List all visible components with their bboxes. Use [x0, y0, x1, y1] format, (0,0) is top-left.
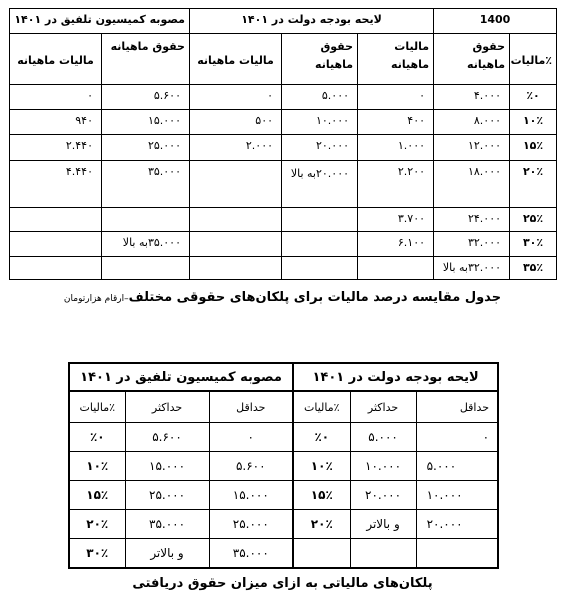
header-government-bill: لایحه بودجه دولت در ۱۴۰۱ [293, 363, 498, 391]
cell: ۵.۰۰۰ [416, 452, 498, 481]
cell-tax-percent: ۲۰٪ [69, 510, 125, 539]
cell: ۶.۱۰۰ [358, 232, 434, 257]
cell: ۲۵.۰۰۰ [125, 481, 209, 510]
cell: ۱۰.۰۰۰ [416, 481, 498, 510]
cell: ۱۵.۰۰۰ [209, 481, 293, 510]
cell: ۴.۴۴۰ [10, 161, 102, 208]
cell-tax-percent: ۳۰٪ [510, 232, 557, 257]
cell [416, 539, 498, 569]
cell [102, 208, 190, 232]
caption-unit-note: –ارقام هزارتومان [63, 294, 129, 304]
cell [190, 208, 282, 232]
cell: ۵.۶۰۰ [102, 85, 190, 110]
cell: ۲۰.۰۰۰ [416, 510, 498, 539]
col-monthly-tax: مالیات ماهیانه [10, 34, 102, 85]
col-monthly-tax: مالیات ماهیانه [358, 34, 434, 85]
table-row [10, 85, 557, 110]
cell [190, 161, 282, 208]
cell-tax-percent: ٠٪ [69, 423, 125, 452]
cell [10, 232, 102, 257]
table-row [69, 452, 498, 481]
salary-tax-comparison-table [9, 8, 557, 280]
cell: ۹۴۰ [10, 110, 102, 135]
cell: ٠ [209, 423, 293, 452]
table-row [10, 208, 557, 232]
cell: ۲۰.۰۰۰ [282, 135, 358, 161]
cell: ۲.۰۰۰ [190, 135, 282, 161]
cell-tax-percent: ۳۵٪ [510, 257, 557, 280]
cell [350, 539, 416, 569]
table2-caption: پلکان‌های مالیاتی به ازای میزان حقوق دریافتی [132, 576, 433, 591]
cell: ۳۵.۰۰۰ [209, 539, 293, 569]
cell: ۵.۰۰۰ [350, 423, 416, 452]
caption-main: جدول مقایسه درصد مالیات برای پلکان‌های حقوقی مختلف [128, 290, 502, 305]
cell: ۳۲.۰۰۰به بالا [434, 257, 510, 280]
col-monthly-salary: حقوق ماهیانه [102, 34, 190, 85]
cell: ۴۰۰ [358, 110, 434, 135]
table1-caption [0, 290, 565, 305]
cell: ٠ [358, 85, 434, 110]
cell-tax-percent: ۱۵٪ [293, 481, 350, 510]
table-row [10, 232, 557, 257]
table-row [69, 481, 498, 510]
col-tax-percent: ٪مالیات [293, 391, 350, 423]
cell: ۲۰.۰۰۰به بالا [282, 161, 358, 208]
cell: ۳۵.۰۰۰به بالا [102, 232, 190, 257]
cell-tax-percent: ۳۰٪ [69, 539, 125, 569]
cell [282, 257, 358, 280]
col-max: حداکثر [125, 391, 209, 423]
cell: و بالاتر [350, 510, 416, 539]
cell: ۱۰.۰۰۰ [282, 110, 358, 135]
col-monthly-tax: مالیات ماهیانه [190, 34, 282, 85]
col-tax-percent: ٪مالیات [69, 391, 125, 423]
cell-tax-percent: ٠٪ [510, 85, 557, 110]
cell: ۱۲.۰۰۰ [434, 135, 510, 161]
cell: ۴.۰۰۰ [434, 85, 510, 110]
cell: ۳۵.۰۰۰ [125, 510, 209, 539]
cell: ۱۵.۰۰۰ [102, 110, 190, 135]
table-row [69, 539, 498, 569]
cell-tax-percent: ۱۰٪ [293, 452, 350, 481]
cell [10, 257, 102, 280]
cell: ٠ [10, 85, 102, 110]
col-monthly-salary: حقوق ماهیانه [282, 34, 358, 85]
header-government-bill: لایحه بودجه دولت در ۱۴۰۱ [190, 9, 434, 34]
table-row [69, 423, 498, 452]
cell: ۵.۶۰۰ [209, 452, 293, 481]
table-row [10, 257, 557, 280]
cell-tax-percent: ۲۵٪ [510, 208, 557, 232]
cell: ۵۰۰ [190, 110, 282, 135]
cell-tax-percent: ۱۵٪ [69, 481, 125, 510]
col-max: حداکثر [350, 391, 416, 423]
cell [358, 257, 434, 280]
cell: ۸.۰۰۰ [434, 110, 510, 135]
cell-tax-percent: ۱۵٪ [510, 135, 557, 161]
cell: ۵.۰۰۰ [282, 85, 358, 110]
cell: ۱۸.۰۰۰ [434, 161, 510, 208]
col-tax-percent: ٪مالیات [510, 34, 557, 85]
cell: ۲.۲۰۰ [358, 161, 434, 208]
cell: ۲.۴۴۰ [10, 135, 102, 161]
cell [282, 232, 358, 257]
cell-tax-percent: ۱۰٪ [69, 452, 125, 481]
cell: ۱۵.۰۰۰ [125, 452, 209, 481]
cell-tax-percent [293, 539, 350, 569]
cell: ۳۲.۰۰۰ [434, 232, 510, 257]
cell-tax-percent: ۲۰٪ [510, 161, 557, 208]
cell [190, 232, 282, 257]
cell: ۱۰.۰۰۰ [350, 452, 416, 481]
table-row [10, 161, 557, 208]
cell [190, 257, 282, 280]
header-commission-approval: مصوبه کمیسیون تلفیق در ۱۴۰۱ [69, 363, 293, 391]
cell-tax-percent: ٠٪ [293, 423, 350, 452]
cell: ۲۰.۰۰۰ [350, 481, 416, 510]
cell: ٠ [190, 85, 282, 110]
cell: ۳.۷۰۰ [358, 208, 434, 232]
cell: ۳۵.۰۰۰ [102, 161, 190, 208]
cell [10, 208, 102, 232]
cell: ۲۵.۰۰۰ [102, 135, 190, 161]
cell [102, 257, 190, 280]
cell: ٠ [416, 423, 498, 452]
cell-tax-percent: ۱۰٪ [510, 110, 557, 135]
header-commission-approval: مصوبه کمیسیون تلفیق در ۱۴۰۱ [10, 9, 190, 34]
cell [282, 208, 358, 232]
cell: ۲۵.۰۰۰ [209, 510, 293, 539]
table-row [69, 510, 498, 539]
tax-brackets-table [68, 362, 499, 569]
col-min: حداقل [209, 391, 293, 423]
cell: ۵.۶۰۰ [125, 423, 209, 452]
table-row [10, 110, 557, 135]
col-monthly-salary: حقوق ماهیانه [434, 34, 510, 85]
cell-tax-percent: ۲۰٪ [293, 510, 350, 539]
cell: ۲۴.۰۰۰ [434, 208, 510, 232]
cell: و بالاتر [125, 539, 209, 569]
table-row [10, 135, 557, 161]
header-1400: 1400 [434, 9, 557, 34]
col-min: حداقل [416, 391, 498, 423]
cell: ۱.۰۰۰ [358, 135, 434, 161]
